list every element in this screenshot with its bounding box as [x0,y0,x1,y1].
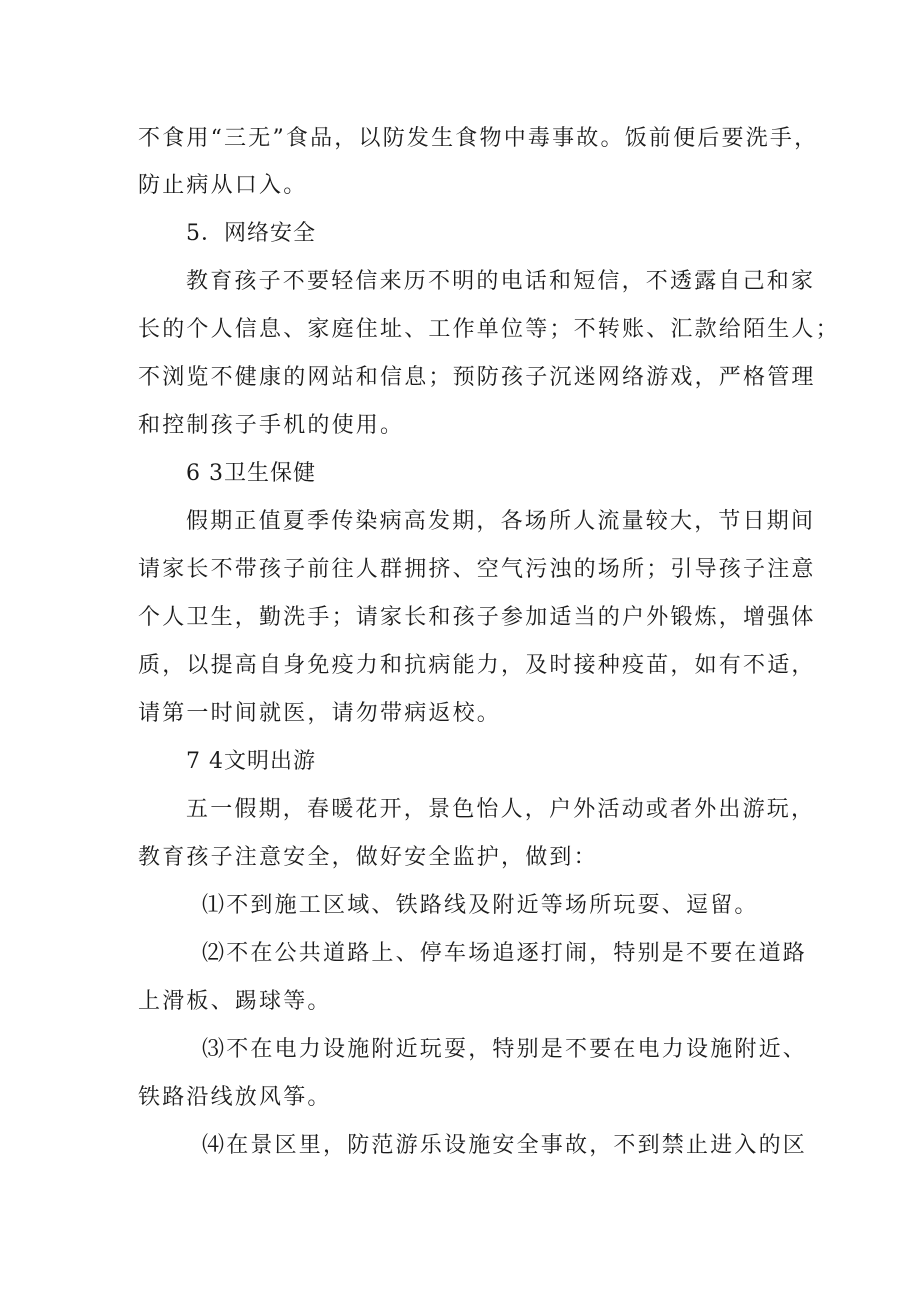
text-line: 上滑板、踢球等。 [138,989,332,1014]
text-line: 不食用“三无”食品，以防发生食物中毒事故。饭前便后要洗手， [138,126,819,151]
text-line: 教育孩子注意安全，做好安全监护，做到： [138,845,598,870]
list-item: ⑶不在电力设施附近玩耍，特别是不要在电力设施附近、 [202,1037,808,1062]
section-heading-health-care: 6 3卫生保健 [186,461,316,486]
section-heading-network-safety: 5．网络安全 [186,221,316,246]
text-line: 个人卫生，勤洗手；请家长和孩子参加适当的户外锻炼，增强体 [138,605,816,630]
text-line: 防止病从口入。 [138,173,308,198]
text-line: 请第一时间就医，请勿带病返校。 [138,701,502,726]
text-line: 教育孩子不要轻信来历不明的电话和短信，不透露自己和家 [186,269,816,294]
text-line: 假期正值夏季传染病高发期，各场所人流量较大，节日期间 [186,509,816,534]
text-line: 五一假期，春暖花开，景色怡人，户外活动或者外出游玩， [186,797,816,822]
text-line: 和控制孩子手机的使用。 [138,413,405,438]
list-item: ⑴不到施工区域、铁路线及附近等场所玩耍、逗留。 [202,893,759,918]
text-line: 质，以提高自身免疫力和抗病能力，及时接种疫苗，如有不适， [138,653,816,678]
text-line: 铁路沿线放风筝。 [138,1085,332,1110]
text-line: 不浏览不健康的网站和信息；预防孩子沉迷网络游戏，严格管理 [138,365,816,390]
text-line: 长的个人信息、家庭住址、工作单位等；不转账、汇款给陌生人； [138,317,840,342]
text-line: 请家长不带孩子前往人群拥挤、空气污浊的场所；引导孩子注意 [138,557,816,582]
section-heading-civilized-travel: 7 4文明出游 [186,749,316,774]
list-item: ⑵不在公共道路上、停车场追逐打闹，特别是不要在道路 [202,941,808,966]
list-item: ⑷在景区里，防范游乐设施安全事故，不到禁止进入的区 [202,1133,808,1158]
